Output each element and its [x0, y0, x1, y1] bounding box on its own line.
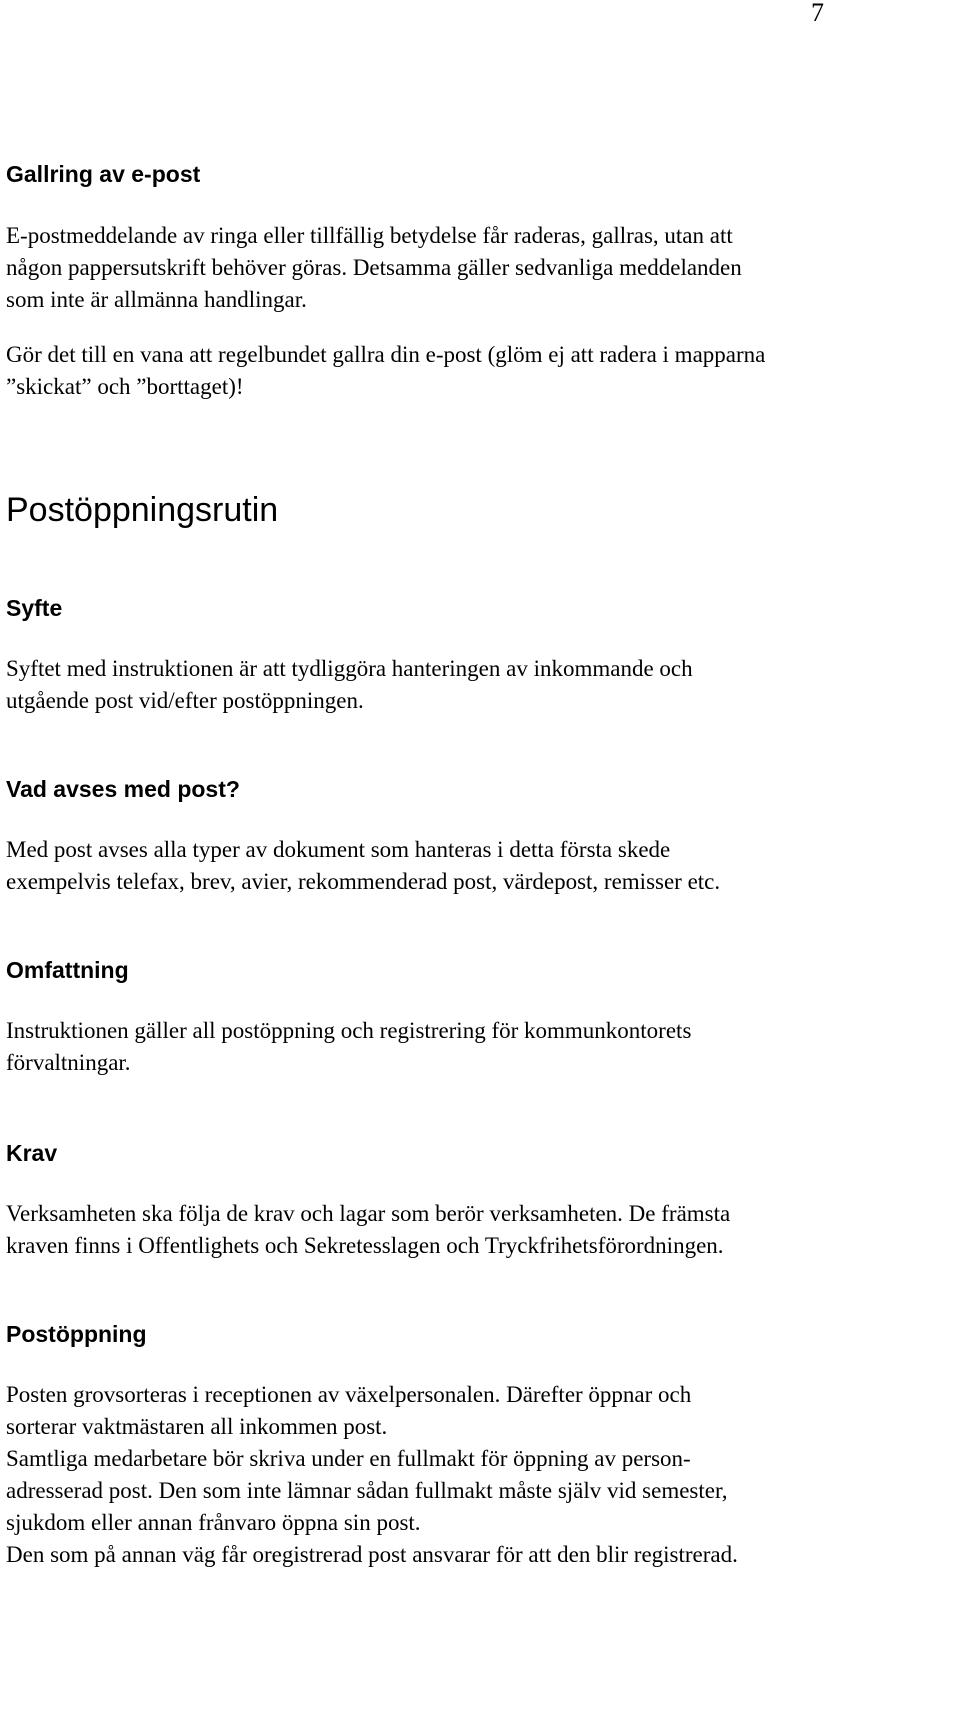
paragraph-postoppning	[6, 1379, 738, 1571]
text-line: Med post avses alla typer av dokument som hanteras i detta första skede	[6, 837, 671, 862]
text-line: som inte är allmänna handlingar.	[6, 287, 307, 312]
page-number: 7	[811, 0, 824, 27]
heading-postoppning: Postöppning	[6, 1321, 147, 1347]
heading-krav: Krav	[6, 1140, 58, 1166]
paragraph-krav	[6, 1198, 730, 1262]
text-line: Den som på annan väg får oregistrerad post ansvarar för att den blir registrerad.	[6, 1542, 738, 1567]
text-line: Gör det till en vana att regelbundet gallra din e-post (glöm ej att radera i mapparna	[6, 342, 766, 367]
text-line: någon pappersutskrift behöver göras. Detsamma gäller sedvanliga meddelanden	[6, 255, 742, 280]
heading-omfattning: Omfattning	[6, 957, 129, 983]
text-line: E-postmeddelande av ringa eller tillfällig betydelse får raderas, gallras, utan att	[6, 223, 733, 248]
paragraph-omfattning	[6, 1015, 691, 1079]
text-line: förvaltningar.	[6, 1050, 131, 1075]
text-line: sjukdom eller annan frånvaro öppna sin post.	[6, 1510, 421, 1535]
heading-postoppningsrutin: Postöppningsrutin	[6, 491, 279, 529]
heading-vad-avses: Vad avses med post?	[6, 776, 240, 802]
paragraph-gallring-1	[6, 220, 742, 316]
paragraph-gallring-2	[6, 339, 765, 403]
text-line: Verksamheten ska följa de krav och lagar som berör verksamheten. De främsta	[6, 1201, 731, 1226]
text-line: Posten grovsorteras i receptionen av växelpersonalen. Därefter öppnar och	[6, 1382, 692, 1407]
heading-syfte: Syfte	[6, 595, 63, 621]
text-line: Syftet med instruktionen är att tydliggöra hanteringen av inkommande och	[6, 656, 693, 681]
text-line: ”skickat” och ”borttaget)!	[6, 374, 244, 399]
text-line: Samtliga medarbetare bör skriva under en fullmakt för öppning av person-	[6, 1446, 691, 1471]
text-line: exempelvis telefax, brev, avier, rekommenderad post, värdepost, remisser etc.	[6, 869, 721, 894]
text-line: adresserad post. Den som inte lämnar sådan fullmakt måste själv vid semester,	[6, 1478, 728, 1503]
text-line: utgående post vid/efter postöppningen.	[6, 688, 364, 713]
paragraph-vad-avses	[6, 834, 720, 898]
paragraph-syfte	[6, 653, 693, 717]
heading-gallring: Gallring av e-post	[6, 161, 201, 187]
text-line: kraven finns i Offentlighets och Sekretesslagen och Tryckfrihetsförordningen.	[6, 1233, 724, 1258]
text-line: sorterar vaktmästaren all inkommen post.	[6, 1414, 388, 1439]
text-line: Instruktionen gäller all postöppning och registrering för kommunkontorets	[6, 1018, 692, 1043]
